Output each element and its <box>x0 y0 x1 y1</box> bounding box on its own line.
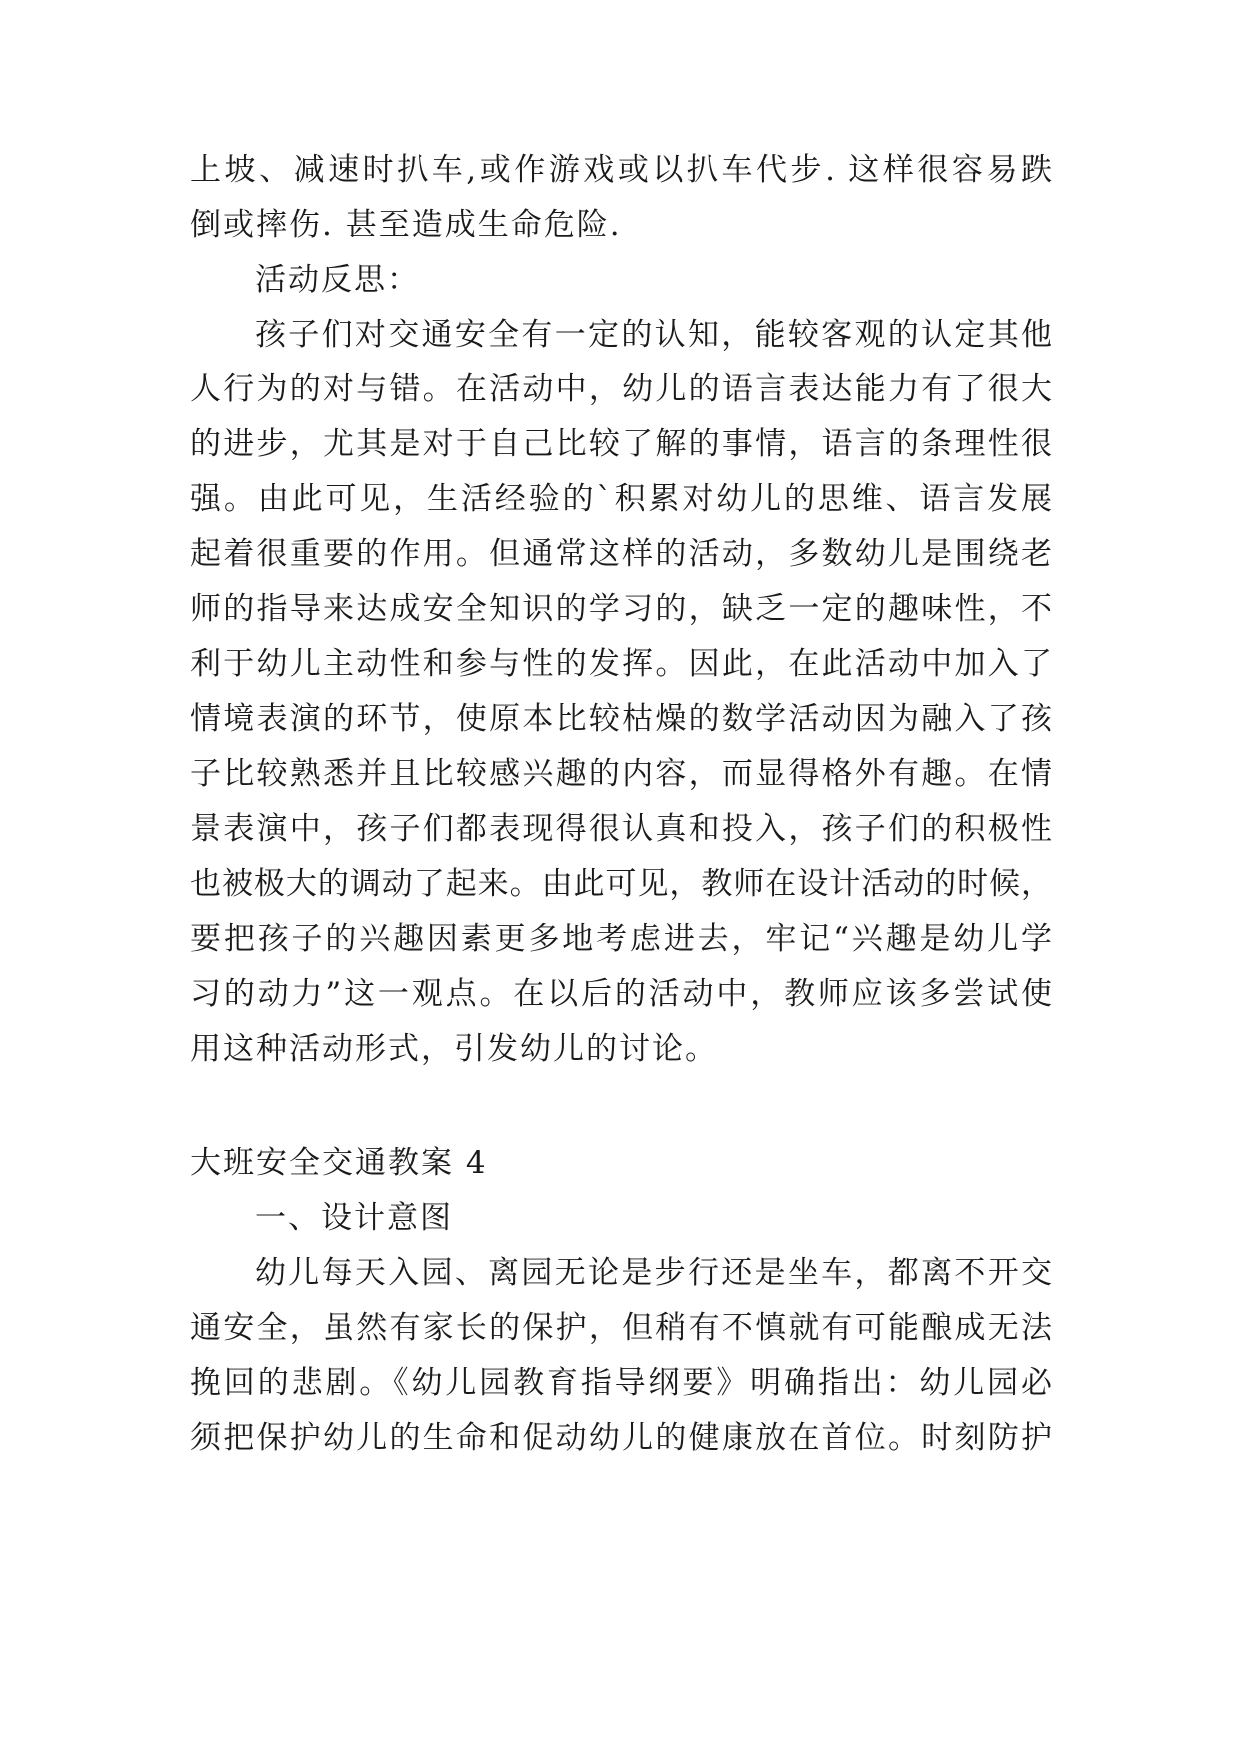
text-line: 通安全，虽然有家长的保护，但稍有不慎就有可能酿成无法 <box>190 1310 1052 1346</box>
text-line: 用这种活动形式，引发幼儿的讨论。 <box>190 1031 718 1067</box>
section-heading: 活动反思： <box>255 262 420 298</box>
text-line: 要把孩子的兴趣因素更多地考虑进去，牢记“兴趣是幼儿学 <box>190 921 1052 957</box>
text-line: 人行为的对与错。在活动中，幼儿的语言表达能力有了很大 <box>190 371 1052 407</box>
text-line: 情境表演的环节，使原本比较枯燥的数学活动因为融入了孩 <box>190 701 1052 737</box>
text-line: 师的指导来达成安全知识的学习的，缺乏一定的趣味性，不 <box>190 591 1052 627</box>
text-line: 挽回的悲剧。《幼儿园教育指导纲要》明确指出：幼儿园必 <box>190 1365 1052 1401</box>
text-line: 利于幼儿主动性和参与性的发挥。因此，在此活动中加入了 <box>190 646 1052 682</box>
text-line: 须把保护幼儿的生命和促动幼儿的健康放在首位。时刻防护 <box>190 1420 1052 1456</box>
text-line: 景表演中，孩子们都表现得很认真和投入，孩子们的积极性 <box>190 811 1052 847</box>
text-line: 幼儿每天入园、离园无论是步行还是坐车，都离不开交 <box>255 1255 1052 1291</box>
text-line: 习的动力”这一观点。在以后的活动中，教师应该多尝试使 <box>190 976 1052 1012</box>
text-line: 上坡、减速时扒车,或作游戏或以扒车代步. 这样很容易跌 <box>190 152 1052 188</box>
section-heading: 一、设计意图 <box>255 1200 453 1236</box>
text-line: 也被极大的调动了起来。由此可见，教师在设计活动的时候， <box>190 866 1052 902</box>
text-line: 的进步，尤其是对于自己比较了解的事情，语言的条理性很 <box>190 426 1052 462</box>
text-line: 强。由此可见，生活经验的`积累对幼儿的思维、语言发展 <box>190 481 1052 517</box>
text-line: 起着很重要的作用。但通常这样的活动，多数幼儿是围绕老 <box>190 536 1052 572</box>
document-title: 大班安全交通教案 4 <box>190 1145 488 1181</box>
text-line: 倒或摔伤. 甚至造成生命危险. <box>190 207 622 243</box>
text-line: 孩子们对交通安全有一定的认知，能较客观的认定其他 <box>255 317 1052 353</box>
text-line: 子比较熟悉并且比较感兴趣的内容，而显得格外有趣。在情 <box>190 756 1052 792</box>
